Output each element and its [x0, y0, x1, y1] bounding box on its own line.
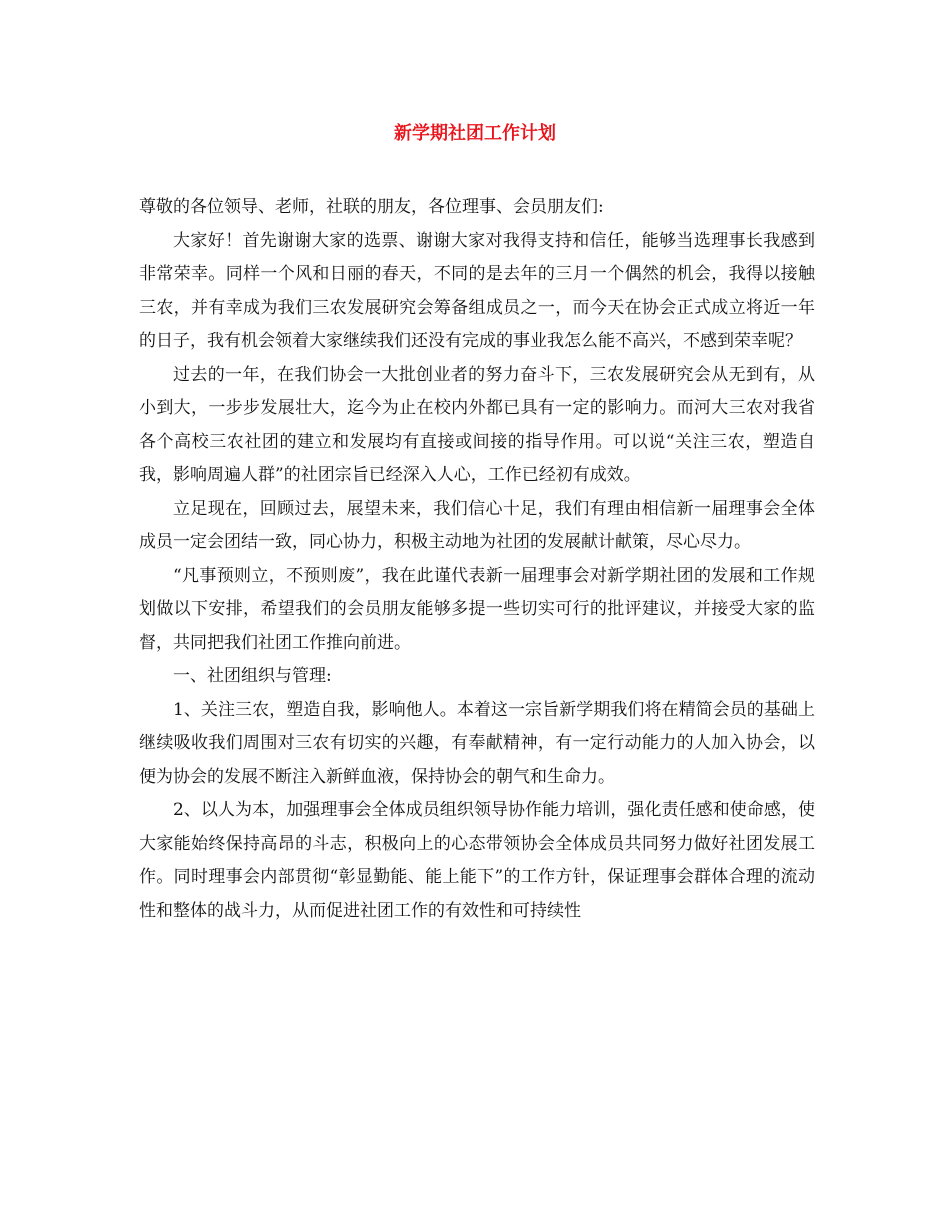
paragraph-past-year: 过去的一年，在我们协会一大批创业者的努力奋斗下，三农发展研究会从无到有，从小到大，一步步发展壮大，迄今为止在校内外都已具有一定的影响力。而河大三农对我省各个高校三农社团的建立和发展均有直接或间接的指导作用。可以说“关注三农，塑造自我，影响周遍人群”的社团宗旨已经深入人心，工作已经初有成效。: [139, 364, 815, 485]
list-item-2: 2、以人为本，加强理事会全体成员组织领导协作能力培训，强化责任感和使命感，使大家能始终保持高昂的斗志，积极向上的心态带领协会全体成员共同努力做好社团发展工作。同时理事会内部贯彻“彰显勤能、能上能下”的工作方针，保证理事会群体合理的流动性和整体的战斗力，从而促进社团工作的有效性和可持续性: [139, 800, 815, 921]
paragraph-greeting: 大家好！首先谢谢大家的选票、谢谢大家对我得支持和信任，能够当选理事长我感到非常荣幸。同样一个风和日丽的春天，不同的是去年的三月一个偶然的机会，我得以接触三农，并有幸成为我们三农发展研究会筹备组成员之一，而今天在协会正式成立将近一年的日子，我有机会领着大家继续我们还没有完成的事业我怎么能不高兴，不感到荣幸呢？: [139, 230, 815, 351]
salutation: 尊敬的各位领导、老师，社联的朋友，各位理事、会员朋友们:: [139, 197, 604, 217]
document-body: [139, 191, 815, 928]
section-heading-organization: 一、社团组织与管理:: [173, 666, 332, 686]
list-item-1: 1、关注三农，塑造自我，影响他人。本着这一宗旨新学期我们将在精简会员的基础上继续吸收我们周围对三农有切实的兴趣，有奉献精神，有一定行动能力的人加入协会，以便为协会的发展不断注入新鲜血液，保持协会的朝气和生命力。: [139, 699, 815, 787]
document-title: 新学期社团工作计划: [394, 123, 556, 144]
paragraph-outlook: 立足现在，回顾过去，展望未来，我们信心十足，我们有理由相信新一届理事会全体成员一定会团结一致，同心协力，积极主动地为社团的发展献计献策，尽心尽力。: [139, 498, 815, 552]
paragraph-plan-intro: “凡事预则立，不预则废”，我在此谨代表新一届理事会对新学期社团的发展和工作规划做以下安排，希望我们的会员朋友能够多提一些切实可行的批评建议，并接受大家的监督，共同把我们社团工作推向前进。: [139, 565, 815, 653]
